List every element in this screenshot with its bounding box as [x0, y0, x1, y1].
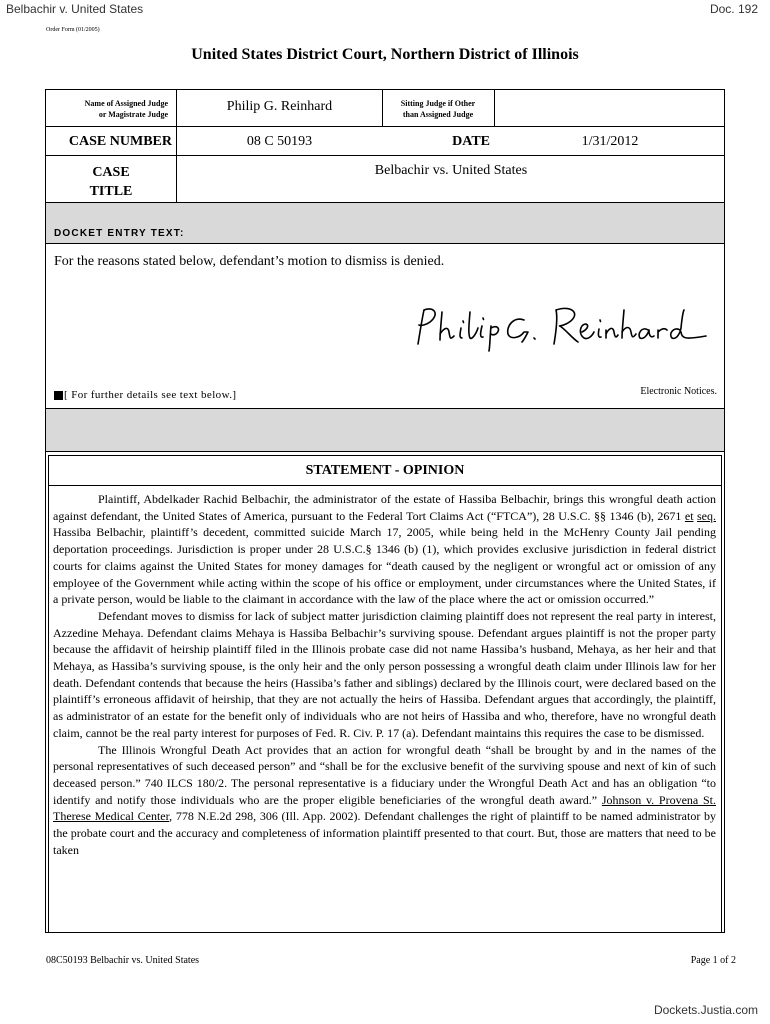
- sitting-judge-label: Sitting Judge if Other than Assigned Judge: [400, 99, 476, 119]
- paragraph-3: The Illinois Wrongful Death Act provides that an action for wrongful death “shall be brought by and in the names of the personal representatives of such deceased person” and “shall be for the exclusive benefit of the surviving spouse and next of kin of such deceased person.” 740 ILCS 180/2. The personal representative is a fiduciary under the Wrongful Death Act and has an obligation “to identify and notify those individuals who are the proper eligible beneficiaries of the wrongful death award.” Johnson v. Provena St. Therese Medical Center, 778 N.E.2d 298, 306 (Ill. App. 2002). Defendant challenges the right of plaintiff to be named administrator by the probate court and the accuracy and completeness of information plaintiff presented to that court. But, those are matters that need to be taken: [53, 742, 717, 857]
- statement-heading: STATEMENT - OPINION: [305, 463, 465, 478]
- court-name: United States District Court, Northern District of Illinois: [191, 46, 579, 63]
- source-watermark: Dockets.Justia.com: [653, 1003, 758, 1017]
- case-title: Belbachir vs. United States: [374, 163, 528, 178]
- checkbox-marker: [54, 391, 63, 400]
- judge-name: Philip G. Reinhard: [226, 99, 333, 114]
- electronic-notices: Electronic Notices.: [640, 386, 717, 397]
- paragraph-1: Plaintiff, Abdelkader Rachid Belbachir, the administrator of the estate of Hassiba Belbachir, brings this wrongful death action against defendant, the United States of America, pursuant to the Federal Tort Claims Act (“FTCA”), 28 U.S.C. §§ 1346 (b), 2671 et seq. Hassiba Belbachir, plaintiff’s decedent, committed suicide March 17, 2005, while being held in the McHenry County Jail pending deportation proceedings. Jurisdiction is proper under 28 U.S.C.§ 1346 (b) (1), which provides exclusive jurisdiction in federal district courts for claims against the United States for money damages for “death caused by the negligent or wrongful act or omission of any employee of the Government while acting within the scope of his office or employment, under circumstances where the United States, if a private person, would be liable to the claimant in accordance with the law of the place where the act or omission occurred.”: [53, 492, 717, 607]
- footer-case-ref: 08C50193 Belbachir vs. United States: [46, 955, 200, 966]
- docket-entry-text: For the reasons stated below, defendant’s motion to dismiss is denied.: [54, 254, 445, 269]
- docket-header-band: [45, 203, 725, 243]
- case-number: 08 C 50193: [246, 134, 313, 149]
- statement-heading-row: [49, 456, 721, 486]
- docket-entry-box: [45, 243, 725, 409]
- spacer-band: [45, 409, 725, 451]
- case-title-label: CASE TITLE: [89, 165, 133, 199]
- statement-body: [53, 491, 716, 858]
- date-label: DATE: [452, 134, 490, 149]
- docket-entry-label: DOCKET ENTRY TEXT:: [54, 228, 185, 239]
- date-value: 1/31/2012: [581, 134, 639, 149]
- paragraph-2: Defendant moves to dismiss for lack of subject matter jurisdiction claiming plaintiff does not represent the real party in interest, Azzedine Mehaya. Defendant claims Mehaya is Hassiba Belbachir’s surviving spouse. Defendant argues plaintiff is not the proper party because the affidavit of heirship plaintiff filed in the Illinois probate case did not name Hassiba’s husband, Mehaya, as her heir and that Mehaya, as Hassiba’s surviving spouse, is the only heir and the only person possessing a wrongful death claim under Illinois law for her death. Defendant contends that because the heirs (Hassiba’s father and siblings) declared by the Illinois court, were declared based on the plaintiff’s erroneous affidavit of heirship, that they are not actually the heirs of Hassiba. Defendant argues that accordingly, the plaintiff, as administrator of an estate for the benefit only of individuals who are not heirs of Hassiba and who, therefore, have no wrongful death claim, cannot be the real party interest for purposes of Fed. R. Civ. P. 17 (a). Defendant maintains this requires the case to be dismissed.: [53, 608, 716, 740]
- statement-box: [48, 455, 722, 933]
- judge-signature: [406, 304, 716, 354]
- case-info-table: [45, 89, 725, 203]
- judge-label: Name of Assigned Judge or Magistrate Judge: [84, 99, 168, 119]
- page-number: Page 1 of 2: [690, 955, 736, 966]
- form-id: Order Form (01/2005): [46, 27, 100, 33]
- document-number: Doc. 192: [709, 2, 758, 16]
- case-number-label: CASE NUMBER: [68, 134, 172, 149]
- further-details-note: [ For further details see text below.]: [54, 389, 236, 401]
- document-title: Belbachir v. United States: [6, 2, 144, 16]
